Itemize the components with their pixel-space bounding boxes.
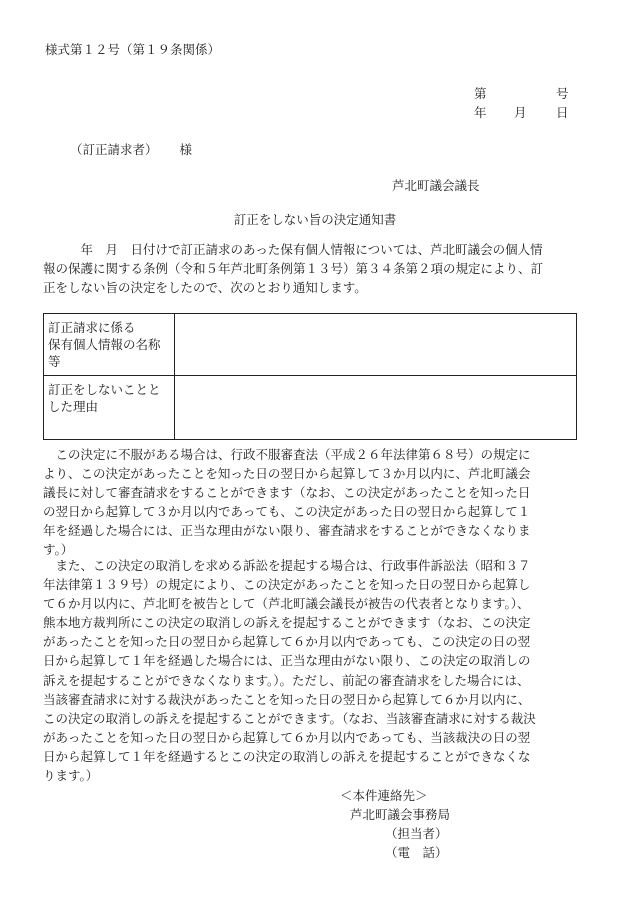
lawsuit-line: があったことを知った日の翌日から起算して６か月以内であっても、この決定の日の翌: [43, 634, 531, 650]
date-day: 日: [556, 105, 569, 120]
notice-line: 正をしない旨の決定をしたので、次のとおり通知します。: [43, 280, 367, 296]
table-row: [44, 314, 577, 376]
lawsuit-line: 日から起算して１年を経過した場合には、正当な理由がない限り、この決定の取消しの: [43, 653, 531, 669]
appeal-line: 議長に対して審査請求をすることができます（なお、この決定があったことを知った日: [43, 485, 531, 501]
contact-person: （担当者）: [385, 826, 448, 841]
decision-table: [43, 313, 577, 440]
lawsuit-line: この決定の取消しの訴えを提起することができます。（なお、当該審査請求に対する裁決: [43, 710, 536, 726]
contact-block: [340, 786, 450, 862]
recipient-honorific: 様: [179, 142, 193, 157]
lawsuit-line: 熊本地方裁判所にこの決定の取消しの訴えを提起することができます（なお、この決定: [43, 615, 531, 631]
info-name-label: 訂正請求に係る 保有個人情報の名称 等: [44, 314, 175, 376]
date-month: 月: [514, 105, 527, 120]
lawsuit-line: て６か月以内に、芦北町を被告として（芦北町議会議長が被告の代表者となります。）、: [43, 596, 530, 612]
appeal-instructions-paragraph: [43, 445, 579, 560]
recipient-line: [70, 140, 192, 158]
appeal-line: す。）: [43, 542, 74, 558]
notice-paragraph: [43, 240, 579, 297]
form-number: 様式第１２号（第１９条関係）: [45, 42, 221, 57]
lawsuit-line: 当該審査請求に対する裁決があったことを知った日の翌日から起算して６か月以内に、: [43, 691, 531, 707]
appeal-line: 年を経過した場合には、正当な理由がない限り、審査請求をすることができなくなりま: [43, 523, 531, 539]
lawsuit-line: があったことを知った日の翌日から起算して６か月以内であっても、当該裁決の日の翌: [43, 729, 531, 745]
contact-phone: （電 話）: [385, 845, 448, 860]
notice-line: 報の保護に関する条例（令和５年芦北町条例第１３号）第３４条第２項の規定により、訂: [43, 261, 544, 277]
lawsuit-instructions-paragraph: [43, 556, 579, 785]
contact-office: 芦北町議会事務局: [350, 807, 451, 822]
lawsuit-line: ります。）: [43, 768, 99, 784]
appeal-line: より、この決定があったことを知った日の翌日から起算して３か月以内に、芦北町議会: [43, 466, 531, 482]
lawsuit-line: 訴えを提起することができなくなります。）。ただし、前記の審査請求をした場合には、: [43, 672, 530, 688]
contact-heading: ＜本件連絡先＞: [340, 788, 428, 803]
reason-value: [175, 376, 577, 440]
document-title: 訂正をしない旨の決定通知書: [233, 212, 397, 227]
notice-line: 年 月 日付けで訂正請求のあった保有個人情報については、芦北町議会の個人情: [80, 242, 543, 257]
lawsuit-line: 日から起算して１年を経過するとこの決定の取消しの訴えを提起することができなくな: [43, 748, 531, 764]
reason-label: 訂正をしないことと した理由: [44, 376, 175, 440]
appeal-line: この決定に不服がある場合は、行政不服審査法（平成２６年法律第６８号）の規定に: [55, 447, 531, 462]
lawsuit-line: また、この決定の取消しを求める訴訟を提起する場合は、行政事件訴訟法（昭和３７: [55, 558, 531, 573]
sender-name: 芦北町議会議長: [392, 178, 480, 193]
table-row: [44, 376, 577, 440]
number-prefix: 第: [474, 86, 487, 101]
appeal-line: の翌日から起算して３か月以内であっても、この決定があった日の翌日から起算して１: [43, 504, 531, 520]
number-suffix: 号: [556, 86, 569, 101]
lawsuit-line: 年法律第１３９号）の規定により、この決定があったことを知った日の翌日から起算し: [43, 577, 531, 593]
recipient-label: （訂正請求者）: [70, 142, 158, 157]
date-year: 年: [474, 105, 487, 120]
info-name-value: [175, 314, 577, 376]
